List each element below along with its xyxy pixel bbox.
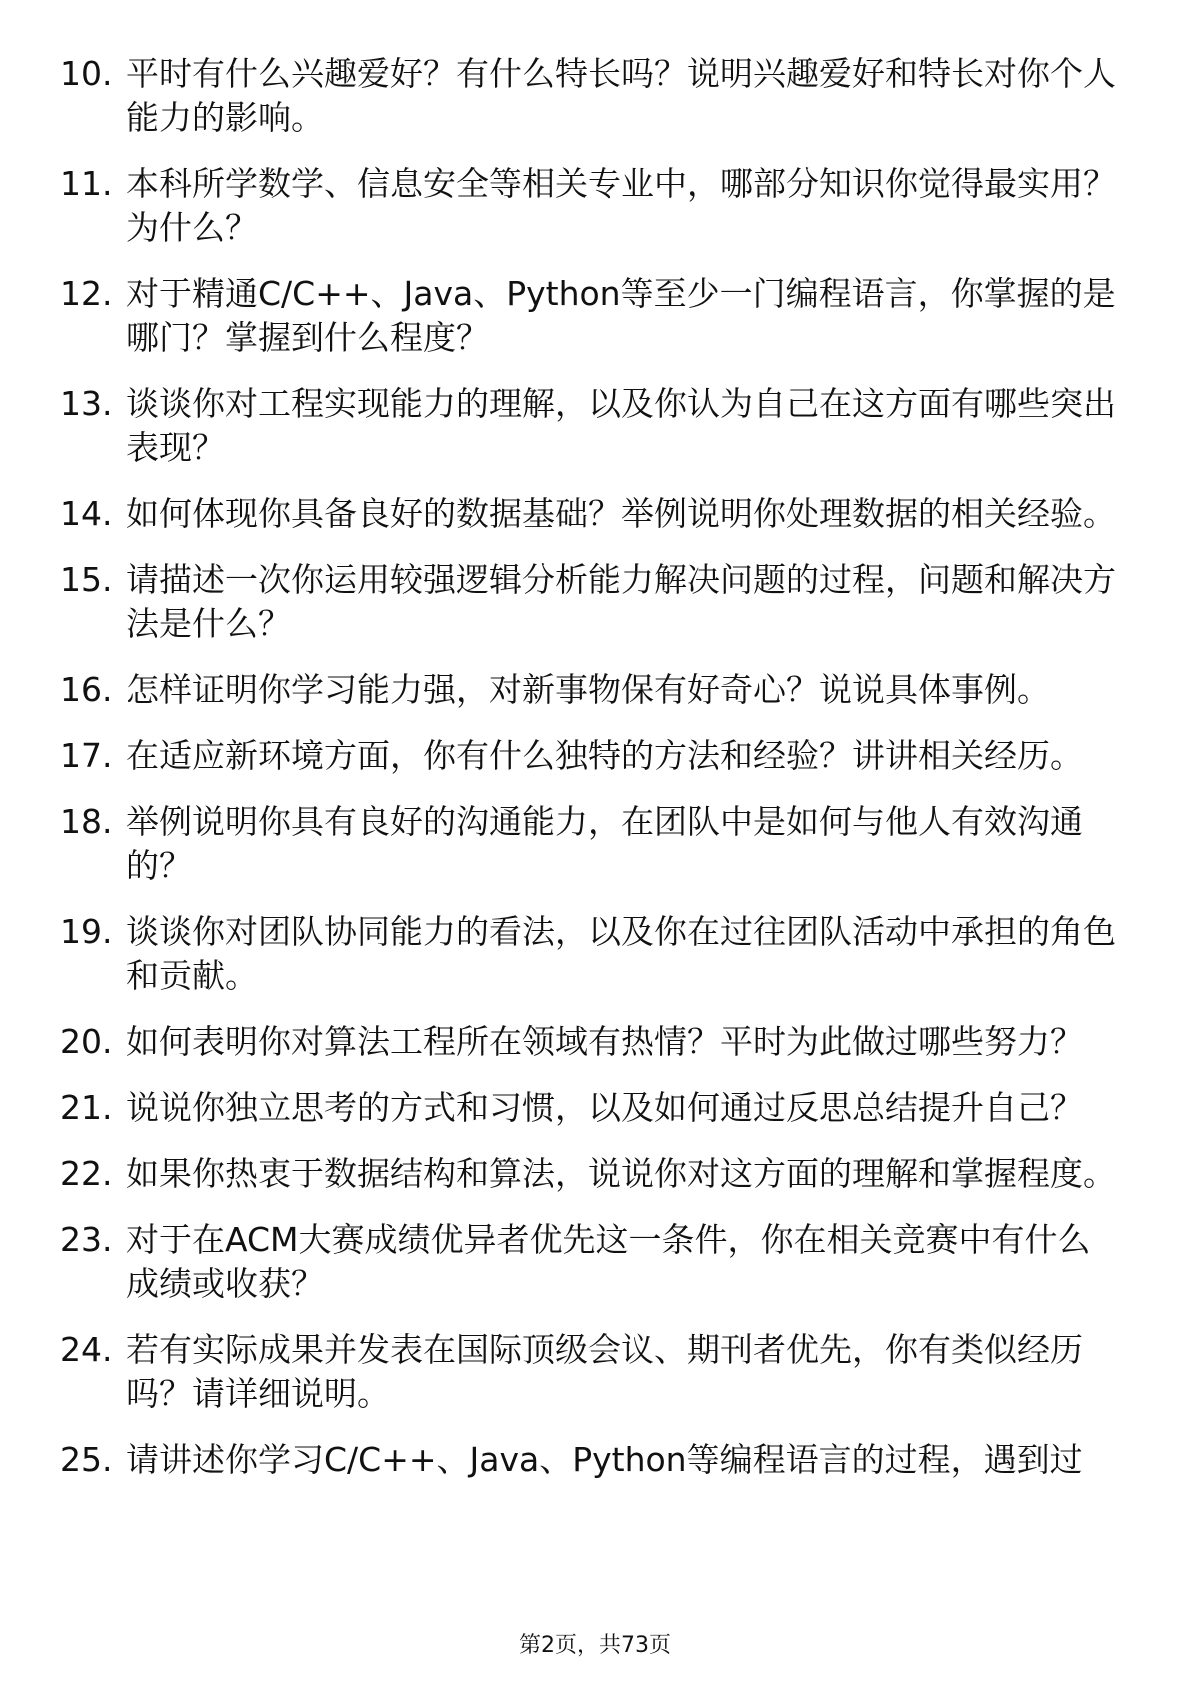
question-item: [0, 800, 1190, 888]
question-item: [0, 162, 1190, 250]
question-number: 18.: [60, 802, 113, 841]
question-item: [0, 1218, 1190, 1306]
question-item: [0, 52, 1190, 140]
question-number: 23.: [60, 1220, 113, 1259]
question-text: 如果你热衷于数据结构和算法，说说你对这方面的理解和掌握程度。: [126, 1154, 1116, 1193]
question-item: [0, 272, 1190, 360]
question-text: 请描述一次你运用较强逻辑分析能力解决问题的过程，问题和解决方法是什么？: [126, 560, 1116, 643]
question-text: 对于精通C/C++、Java、Python等至少一门编程语言，你掌握的是哪门？掌握到什么程度？: [126, 274, 1116, 357]
question-number: 10.: [60, 54, 113, 93]
question-text: 如何表明你对算法工程所在领域有热情？平时为此做过哪些努力？: [126, 1022, 1083, 1061]
page-footer: 第2页，共73页: [519, 1633, 671, 1658]
question-text: 平时有什么兴趣爱好？有什么特长吗？说明兴趣爱好和特长对你个人能力的影响。: [126, 54, 1116, 137]
question-text: 对于在ACM大赛成绩优异者优先这一条件，你在相关竞赛中有什么成绩或收获？: [126, 1220, 1091, 1303]
question-item: [0, 382, 1190, 470]
question-number: 15.: [60, 560, 113, 599]
question-number: 22.: [60, 1154, 113, 1193]
question-item: [0, 1438, 1190, 1482]
question-item: [0, 910, 1190, 998]
question-number: 24.: [60, 1330, 113, 1369]
question-text: 谈谈你对工程实现能力的理解，以及你认为自己在这方面有哪些突出表现？: [126, 384, 1116, 467]
question-text: 如何体现你具备良好的数据基础？举例说明你处理数据的相关经验。: [126, 494, 1116, 533]
question-text: 谈谈你对团队协同能力的看法，以及你在过往团队活动中承担的角色和贡献。: [126, 912, 1116, 995]
question-number: 21.: [60, 1088, 113, 1127]
question-item: [0, 558, 1190, 646]
question-number: 17.: [60, 736, 113, 775]
question-number: 16.: [60, 670, 113, 709]
question-text: 本科所学数学、信息安全等相关专业中，哪部分知识你觉得最实用？为什么？: [126, 164, 1116, 247]
question-text: 若有实际成果并发表在国际顶级会议、期刊者优先，你有类似经历吗？请详细说明。: [126, 1330, 1083, 1413]
question-text: 在适应新环境方面，你有什么独特的方法和经验？讲讲相关经历。: [126, 736, 1083, 775]
question-item: [0, 1020, 1190, 1064]
question-item: [0, 668, 1190, 712]
question-number: 12.: [60, 274, 113, 313]
question-item: [0, 1152, 1190, 1196]
question-number: 19.: [60, 912, 113, 951]
question-number: 25.: [60, 1440, 113, 1479]
question-text: 举例说明你具有良好的沟通能力，在团队中是如何与他人有效沟通的？: [126, 802, 1083, 885]
question-item: [0, 734, 1190, 778]
question-item: [0, 1328, 1190, 1416]
question-number: 11.: [60, 164, 113, 203]
question-text: 怎样证明你学习能力强，对新事物保有好奇心？说说具体事例。: [126, 670, 1050, 709]
question-number: 13.: [60, 384, 113, 423]
question-item: [0, 492, 1190, 536]
question-item: [0, 1086, 1190, 1130]
question-text: 说说你独立思考的方式和习惯，以及如何通过反思总结提升自己？: [126, 1088, 1083, 1127]
question-number: 14.: [60, 494, 113, 533]
question-text: 请讲述你学习C/C++、Java、Python等编程语言的过程，遇到过: [126, 1440, 1083, 1479]
question-list: [0, 52, 1190, 1504]
question-number: 20.: [60, 1022, 113, 1061]
